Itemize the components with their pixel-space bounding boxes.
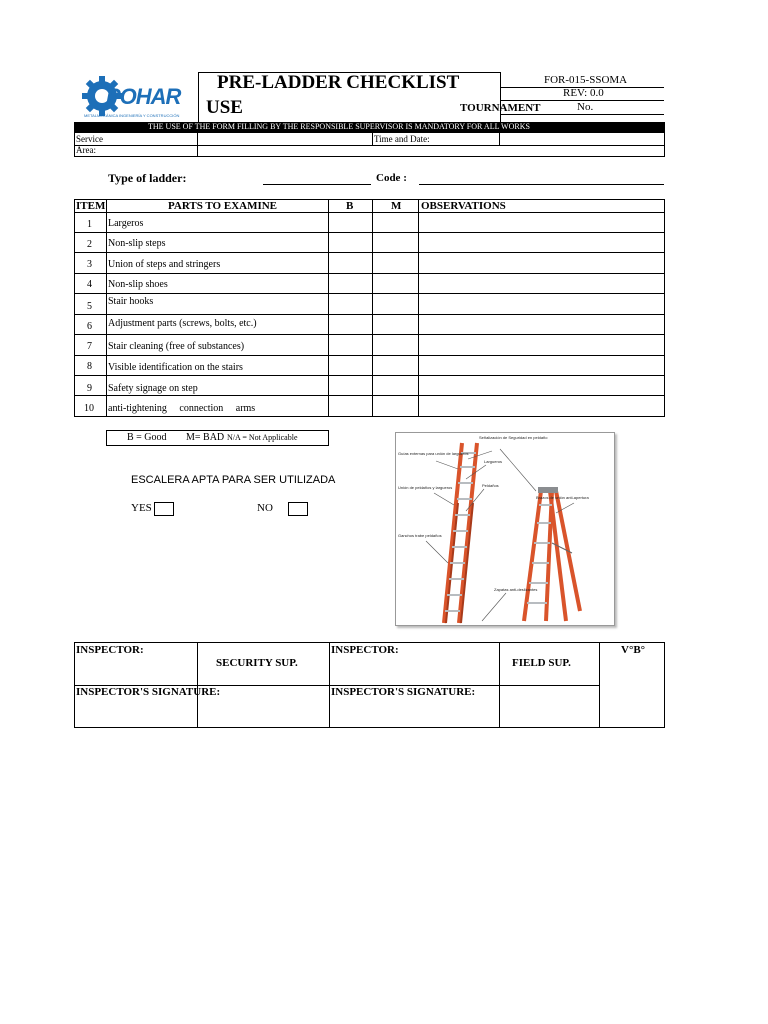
ladder-type-label: Type of ladder: <box>108 171 187 185</box>
company-logo <box>80 72 196 124</box>
vb-label: V°B° <box>621 644 646 656</box>
row-part-name: anti-tightening connection arms <box>108 403 256 414</box>
service-field[interactable] <box>198 134 371 144</box>
tournament-label: TOURNAMENT <box>460 102 541 114</box>
inspection-table <box>74 199 665 417</box>
col-header-b: B <box>346 200 354 212</box>
label-zapatas: Zapatas anti-deslizantes <box>494 587 538 592</box>
security-sup-label: SECURITY SUP. <box>216 657 298 669</box>
row-part-name: Safety signage on step <box>108 383 198 394</box>
row-item-number: 6 <box>87 321 92 332</box>
row-part-name: Largeros <box>108 218 144 229</box>
service-label: Service <box>76 134 103 144</box>
security-sup-signature-field[interactable] <box>198 686 328 726</box>
legend-good: B = Good <box>127 432 167 443</box>
row-item-number: 10 <box>84 403 94 414</box>
form-title: PRE-LADDER CHECKLIST <box>217 72 460 93</box>
number-label: No. <box>577 101 594 113</box>
row-item-number: 4 <box>87 279 92 290</box>
inspector-label-1: INSPECTOR: <box>76 644 144 656</box>
row-part-name: Adjustment parts (screws, bolts, etc.) <box>108 318 257 329</box>
row-item-number: 8 <box>87 361 92 372</box>
label-senal: Señalización de Seguridad en peldaño <box>479 435 548 440</box>
legend-bad: M= BAD <box>186 432 225 443</box>
label-peldanos: Peldaños <box>482 483 499 488</box>
row-part-name: Stair hooks <box>108 296 154 307</box>
col-header-m: M <box>391 200 402 212</box>
ladder-illustration <box>396 433 614 625</box>
row-item-number: 9 <box>87 383 92 394</box>
row-item-number: 2 <box>87 239 92 250</box>
row-item-number: 5 <box>87 301 92 312</box>
row-item-number: 7 <box>87 341 92 352</box>
signature-label-1: INSPECTOR'S SIGNATURE: <box>76 686 221 698</box>
company-name: POHAR <box>106 84 181 109</box>
label-union: Unión de peldaños y largueros <box>398 485 453 490</box>
time-date-field[interactable] <box>500 134 663 144</box>
col-header-item: ITEM <box>76 200 106 212</box>
area-field[interactable] <box>198 146 663 155</box>
yes-label: YES <box>131 502 152 514</box>
company-tagline: METALMECÁNICA INGENIERÍA Y CONSTRUCCIÓN <box>84 113 180 118</box>
row-part-name: Visible identification on the stairs <box>108 362 243 373</box>
form-title-line2: USE <box>206 97 243 118</box>
legend-na: N/A = Not Applicable <box>227 433 298 442</box>
row-part-name: Stair cleaning (free of substances) <box>108 341 245 352</box>
row-item-number: 3 <box>87 259 92 270</box>
signature-table <box>74 642 665 728</box>
revision-label: REV: 0.0 <box>563 87 604 99</box>
ladder-code-label: Code : <box>376 172 407 184</box>
row-part-name: Non-slip shoes <box>108 279 168 290</box>
label-largueros: Largueros <box>484 459 503 464</box>
extension-ladder <box>444 443 477 623</box>
ladder-diagram <box>395 432 615 626</box>
row-part-name: Union of steps and stringers <box>108 259 221 270</box>
no-checkbox[interactable] <box>288 502 308 516</box>
col-header-parts: PARTS TO EXAMINE <box>168 200 278 212</box>
time-date-label: Time and Date: <box>374 134 430 144</box>
col-header-observations: OBSERVATIONS <box>421 200 506 212</box>
label-guias: Guías externas para unión de largueros <box>398 451 469 456</box>
approval-question: ESCALERA APTA PARA SER UTILIZADA <box>131 474 336 486</box>
row-part-name: Non-slip steps <box>108 238 166 249</box>
mandatory-banner <box>74 122 665 133</box>
ladder-code-field[interactable] <box>419 184 664 185</box>
yes-checkbox[interactable] <box>154 502 174 516</box>
mandatory-banner-text: THE USE OF THE FORM FILLING BY THE RESPONSIBLE SUPERVISOR IS MANDATORY FOR ALL WORKS <box>148 122 530 131</box>
step-ladder <box>524 487 580 621</box>
signature-label-2: INSPECTOR'S SIGNATURE: <box>331 686 476 698</box>
no-label: NO <box>257 502 273 514</box>
legend-box <box>106 430 329 446</box>
form-code: FOR-015-SSOMA <box>544 74 628 86</box>
area-label: Area: <box>76 145 96 155</box>
vb-field[interactable] <box>600 658 663 726</box>
inspector-label-2: INSPECTOR: <box>331 644 399 656</box>
label-ganchos: Ganchos trabe peldaños <box>398 533 442 538</box>
field-sup-label: FIELD SUP. <box>512 657 571 669</box>
label-brazos: Brazos de unión anti-apertura <box>536 495 589 500</box>
ladder-type-field[interactable] <box>263 184 371 185</box>
field-sup-signature-field[interactable] <box>500 686 598 726</box>
row-item-number: 1 <box>87 219 92 230</box>
